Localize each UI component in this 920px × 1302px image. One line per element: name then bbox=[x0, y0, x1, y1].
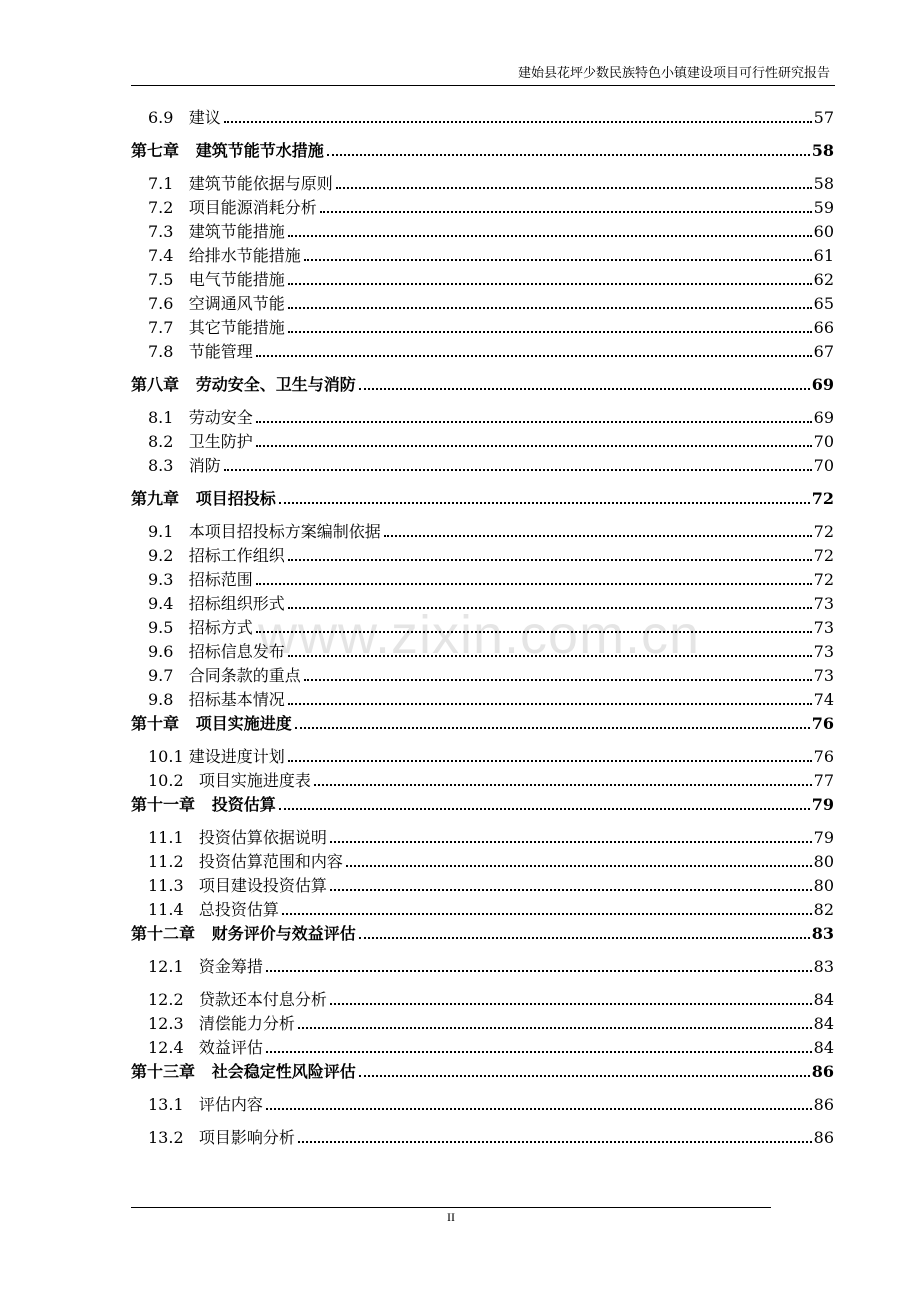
toc-entry-label: 第七章 建筑节能节水措施 bbox=[131, 141, 324, 160]
toc-entry-label: 9.5 招标方式 bbox=[148, 618, 253, 637]
toc-dot-leader bbox=[295, 727, 810, 729]
toc-entry-page-number: 73 bbox=[813, 642, 834, 661]
toc-entry-label: 第十一章 投资估算 bbox=[131, 795, 276, 814]
toc-section-entry[interactable] bbox=[131, 1010, 834, 1034]
toc-section-entry[interactable] bbox=[131, 662, 834, 686]
toc-entry-page-number: 69 bbox=[811, 375, 834, 394]
toc-dot-leader bbox=[266, 1051, 812, 1053]
toc-entry-page-number: 80 bbox=[813, 852, 834, 871]
toc-dot-leader bbox=[359, 1075, 810, 1077]
toc-dot-leader bbox=[288, 655, 812, 657]
toc-section-entry[interactable] bbox=[131, 266, 834, 290]
toc-entry-label: 9.1 本项目招投标方案编制依据 bbox=[148, 522, 381, 541]
toc-entry-label: 9.3 招标范围 bbox=[148, 570, 253, 589]
toc-dot-leader bbox=[330, 1003, 812, 1005]
toc-entry-page-number: 58 bbox=[811, 141, 834, 160]
toc-entry-label: 9.7 合同条款的重点 bbox=[148, 666, 301, 685]
toc-dot-leader bbox=[320, 211, 812, 213]
toc-entry-label: 7.4 给排水节能措施 bbox=[148, 246, 301, 265]
toc-dot-leader bbox=[336, 187, 812, 189]
toc-dot-leader bbox=[256, 631, 812, 633]
toc-entry-label: 9.4 招标组织形式 bbox=[148, 594, 285, 613]
toc-chapter-entry[interactable] bbox=[131, 920, 834, 944]
toc-dot-leader bbox=[288, 331, 812, 333]
toc-section-entry[interactable] bbox=[131, 518, 834, 542]
toc-entry-page-number: 62 bbox=[813, 270, 834, 289]
toc-section-entry[interactable] bbox=[131, 566, 834, 590]
toc-section-entry[interactable] bbox=[131, 170, 834, 194]
toc-entry-label: 8.1 劳动安全 bbox=[148, 408, 253, 427]
toc-dot-leader bbox=[256, 421, 812, 423]
watermark: www.zixin.com.cn bbox=[258, 605, 701, 665]
toc-section-entry[interactable] bbox=[131, 1091, 834, 1115]
toc-section-entry[interactable] bbox=[131, 290, 834, 314]
toc-section-entry[interactable] bbox=[131, 986, 834, 1010]
toc-entry-page-number: 72 bbox=[813, 522, 834, 541]
toc-dot-leader bbox=[359, 388, 810, 390]
toc-dot-leader bbox=[266, 1108, 812, 1110]
toc-entry-page-number: 76 bbox=[811, 714, 834, 733]
toc-section-entry[interactable] bbox=[131, 590, 834, 614]
toc-section-entry[interactable] bbox=[131, 218, 834, 242]
toc-section-entry[interactable] bbox=[131, 743, 834, 767]
toc-dot-leader bbox=[359, 937, 810, 939]
toc-entry-label: 7.2 项目能源消耗分析 bbox=[148, 198, 317, 217]
toc-section-entry[interactable] bbox=[131, 338, 834, 362]
toc-dot-leader bbox=[327, 154, 810, 156]
toc-dot-leader bbox=[288, 703, 812, 705]
toc-entry-page-number: 61 bbox=[813, 246, 834, 265]
toc-dot-leader bbox=[304, 679, 812, 681]
toc-dot-leader bbox=[224, 469, 812, 471]
toc-section-entry[interactable] bbox=[131, 872, 834, 896]
toc-section-entry[interactable] bbox=[131, 638, 834, 662]
toc-dot-leader bbox=[288, 307, 812, 309]
toc-entry-label: 11.2 投资估算范围和内容 bbox=[148, 852, 343, 871]
toc-entry-page-number: 69 bbox=[813, 408, 834, 427]
toc-entry-page-number: 70 bbox=[813, 432, 834, 451]
toc-dot-leader bbox=[282, 913, 812, 915]
toc-entry-page-number: 83 bbox=[811, 924, 834, 943]
toc-dot-leader bbox=[288, 559, 812, 561]
toc-entry-label: 第八章 劳动安全、卫生与消防 bbox=[131, 375, 356, 394]
toc-dot-leader bbox=[304, 259, 812, 261]
toc-chapter-entry[interactable] bbox=[131, 137, 834, 161]
toc-section-entry[interactable] bbox=[131, 428, 834, 452]
toc-entry-page-number: 65 bbox=[813, 294, 834, 313]
toc-dot-leader bbox=[330, 841, 812, 843]
toc-entry-label: 11.1 投资估算依据说明 bbox=[148, 828, 327, 847]
toc-entry-label: 6.9 建议 bbox=[148, 108, 221, 127]
toc-chapter-entry[interactable] bbox=[131, 710, 834, 734]
running-header-title: 建始县花坪少数民族特色小镇建设项目可行性研究报告 bbox=[517, 66, 830, 81]
toc-section-entry[interactable] bbox=[131, 1034, 834, 1058]
toc-entry-page-number: 76 bbox=[813, 747, 834, 766]
toc-entry-page-number: 67 bbox=[813, 342, 834, 361]
toc-entry-page-number: 57 bbox=[813, 108, 834, 127]
toc-dot-leader bbox=[384, 535, 812, 537]
toc-dot-leader bbox=[288, 235, 812, 237]
toc-entry-page-number: 72 bbox=[811, 489, 834, 508]
toc-entry-page-number: 70 bbox=[813, 456, 834, 475]
toc-entry-page-number: 73 bbox=[813, 666, 834, 685]
toc-section-entry[interactable] bbox=[131, 194, 834, 218]
toc-entry-page-number: 73 bbox=[813, 594, 834, 613]
toc-section-entry[interactable] bbox=[131, 848, 834, 872]
toc-entry-label: 10.1 建设进度计划 bbox=[148, 747, 285, 766]
toc-entry-page-number: 79 bbox=[813, 828, 834, 847]
toc-dot-leader bbox=[288, 283, 812, 285]
toc-section-entry[interactable] bbox=[131, 824, 834, 848]
toc-entry-label: 13.1 评估内容 bbox=[148, 1095, 263, 1114]
toc-entry-label: 8.3 消防 bbox=[148, 456, 221, 475]
toc-section-entry[interactable] bbox=[131, 953, 834, 977]
toc-dot-leader bbox=[224, 121, 812, 123]
toc-dot-leader bbox=[266, 970, 812, 972]
footer-divider bbox=[131, 1207, 771, 1208]
toc-chapter-entry[interactable] bbox=[131, 1058, 834, 1082]
toc-entry-label: 第十二章 财务评价与效益评估 bbox=[131, 924, 356, 943]
toc-section-entry[interactable] bbox=[131, 452, 834, 476]
toc-entry-label: 10.2 项目实施进度表 bbox=[148, 771, 311, 790]
toc-entry-page-number: 86 bbox=[811, 1062, 834, 1081]
toc-section-entry[interactable] bbox=[131, 686, 834, 710]
toc-section-entry[interactable] bbox=[131, 614, 834, 638]
toc-entry-page-number: 86 bbox=[813, 1095, 834, 1114]
toc-entry-page-number: 84 bbox=[813, 990, 834, 1009]
toc-entry-label: 11.4 总投资估算 bbox=[148, 900, 279, 919]
toc-entry-label: 第九章 项目招投标 bbox=[131, 489, 276, 508]
toc-dot-leader bbox=[288, 760, 812, 762]
toc-entry-page-number: 84 bbox=[813, 1014, 834, 1033]
toc-section-entry[interactable] bbox=[131, 104, 834, 128]
footer-page-number: II bbox=[447, 1210, 455, 1224]
toc-entry-page-number: 73 bbox=[813, 618, 834, 637]
toc-dot-leader bbox=[256, 583, 812, 585]
toc-entry-label: 11.3 项目建设投资估算 bbox=[148, 876, 327, 895]
toc-entry-page-number: 83 bbox=[813, 957, 834, 976]
toc-section-entry[interactable] bbox=[131, 1124, 834, 1148]
toc-entry-label: 9.6 招标信息发布 bbox=[148, 642, 285, 661]
toc-section-entry[interactable] bbox=[131, 767, 834, 791]
toc-entry-page-number: 86 bbox=[813, 1128, 834, 1147]
toc-entry-page-number: 74 bbox=[813, 690, 834, 709]
toc-entry-page-number: 80 bbox=[813, 876, 834, 895]
toc-entry-label: 12.3 清偿能力分析 bbox=[148, 1014, 295, 1033]
toc-dot-leader bbox=[298, 1027, 812, 1029]
toc-entry-page-number: 72 bbox=[813, 570, 834, 589]
toc-chapter-entry[interactable] bbox=[131, 791, 834, 815]
toc-entry-page-number: 66 bbox=[813, 318, 834, 337]
toc-entry-page-number: 82 bbox=[813, 900, 834, 919]
toc-section-entry[interactable] bbox=[131, 314, 834, 338]
toc-entry-page-number: 79 bbox=[811, 795, 834, 814]
toc-entry-label: 12.1 资金筹措 bbox=[148, 957, 263, 976]
toc-entry-page-number: 77 bbox=[813, 771, 834, 790]
toc-entry-label: 9.8 招标基本情况 bbox=[148, 690, 285, 709]
toc-entry-page-number: 59 bbox=[813, 198, 834, 217]
toc-section-entry[interactable] bbox=[131, 542, 834, 566]
toc-dot-leader bbox=[279, 502, 810, 504]
toc-dot-leader bbox=[298, 1141, 812, 1143]
toc-entry-label: 7.1 建筑节能依据与原则 bbox=[148, 174, 333, 193]
toc-entry-page-number: 72 bbox=[813, 546, 834, 565]
toc-chapter-entry[interactable] bbox=[131, 371, 834, 395]
toc-entry-label: 12.4 效益评估 bbox=[148, 1038, 263, 1057]
toc-dot-leader bbox=[346, 865, 812, 867]
toc-entry-label: 7.6 空调通风节能 bbox=[148, 294, 285, 313]
toc-entry-label: 第十三章 社会稳定性风险评估 bbox=[131, 1062, 356, 1081]
toc-dot-leader bbox=[288, 607, 812, 609]
toc-entry-page-number: 58 bbox=[813, 174, 834, 193]
toc-entry-label: 12.2 贷款还本付息分析 bbox=[148, 990, 327, 1009]
toc-section-entry[interactable] bbox=[131, 896, 834, 920]
toc-chapter-entry[interactable] bbox=[131, 485, 834, 509]
toc-entry-label: 13.2 项目影响分析 bbox=[148, 1128, 295, 1147]
toc-section-entry[interactable] bbox=[131, 404, 834, 428]
toc-dot-leader bbox=[279, 808, 810, 810]
toc-entry-page-number: 60 bbox=[813, 222, 834, 241]
toc-section-entry[interactable] bbox=[131, 242, 834, 266]
toc-entry-label: 第十章 项目实施进度 bbox=[131, 714, 292, 733]
toc-entry-label: 7.5 电气节能措施 bbox=[148, 270, 285, 289]
toc-dot-leader bbox=[256, 445, 812, 447]
toc-entry-label: 7.8 节能管理 bbox=[148, 342, 253, 361]
toc-entry-label: 8.2 卫生防护 bbox=[148, 432, 253, 451]
toc-entry-page-number: 84 bbox=[813, 1038, 834, 1057]
toc-entry-label: 7.7 其它节能措施 bbox=[148, 318, 285, 337]
toc-entry-label: 7.3 建筑节能措施 bbox=[148, 222, 285, 241]
toc-dot-leader bbox=[314, 784, 812, 786]
toc-dot-leader bbox=[256, 355, 812, 357]
toc-dot-leader bbox=[330, 889, 812, 891]
toc-entry-label: 9.2 招标工作组织 bbox=[148, 546, 285, 565]
